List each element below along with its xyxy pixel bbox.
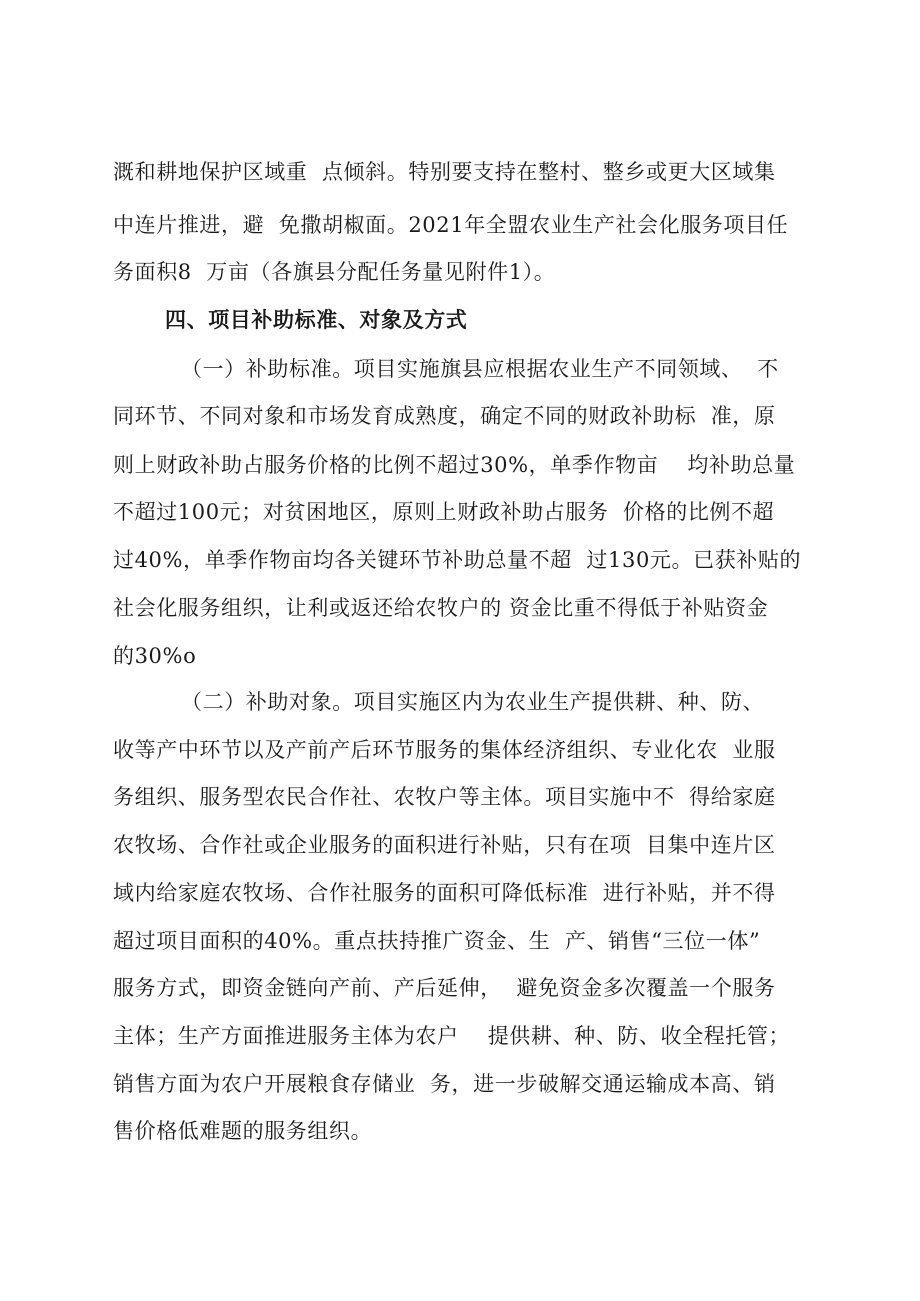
subsection2-line-9: 销售方面为农户开展粮食存储业 务，进一步破解交通运输成本高、销 bbox=[113, 1072, 776, 1096]
subsection1-line-2: 同环节、不同对象和市场发育成熟度，确定不同的财政补助标 准，原 bbox=[113, 404, 776, 428]
subsection1-line-7: 的30%o bbox=[113, 644, 197, 668]
subsection1-line-5: 过40%，单季作物亩均各关键环节补助总量不超 过130元。已获补贴的 bbox=[113, 548, 802, 572]
subsection1-line-3: 则上财政补助占服务价格的比例不超过30%，单季作物亩 均补助总量 bbox=[113, 453, 796, 477]
subsection2-line-10: 售价格低难题的服务组织。 bbox=[113, 1119, 373, 1143]
subsection1-line-4: 不超过100元；对贫困地区，原则上财政补助占服务 价格的比例不超 bbox=[113, 500, 775, 524]
subsection2-line-8: 主体；生产方面推进服务主体为农户 提供耕、种、防、收全程托管； bbox=[113, 1024, 791, 1048]
subsection2-line-2: 收等产中环节以及产前产后环节服务的集体经济组织、专业化农 业服 bbox=[113, 738, 776, 762]
paragraph-continuation-line-1: 溉和耕地保护区域重 点倾斜。特别要支持在整村、整乡或更大区域集 bbox=[113, 160, 776, 184]
subsection2-line-6: 超过项目面积的40%。重点扶持推广资金、生 产、销售“三位一体” bbox=[113, 929, 761, 953]
section-heading: 四、项目补助标准、对象及方式 bbox=[165, 308, 468, 332]
subsection1-line-1: （一）补助标准。项目实施旗县应根据农业生产不同领域、 不 bbox=[181, 357, 779, 381]
paragraph-continuation-line-2: 中连片推进，避 免撒胡椒面。2021年全盟农业生产社会化服务项目任 bbox=[113, 213, 789, 237]
subsection2-line-3: 务组织、服务型农民合作社、农牧户等主体。项目实施中不 得给家庭 bbox=[113, 785, 776, 809]
subsection2-line-4: 农牧场、合作社或企业服务的面积进行补贴，只有在项 目集中连片区 bbox=[113, 833, 776, 857]
subsection2-line-7: 服务方式，即资金链向产前、产后延伸， 避免资金多次覆盖一个服务 bbox=[113, 976, 776, 1000]
subsection2-line-1: （二）补助对象。项目实施区内为农业生产提供耕、种、防、 bbox=[181, 690, 765, 714]
subsection1-line-6: 社会化服务组织，让利或返还给农牧户的 资金比重不得低于补贴资金 bbox=[113, 596, 769, 620]
paragraph-continuation-line-3: 务面积8 万亩（各旗县分配任务量见附件1）。 bbox=[113, 260, 556, 284]
subsection2-line-5: 域内给家庭农牧场、合作社服务的面积可降低标准 进行补贴，并不得 bbox=[113, 881, 776, 905]
